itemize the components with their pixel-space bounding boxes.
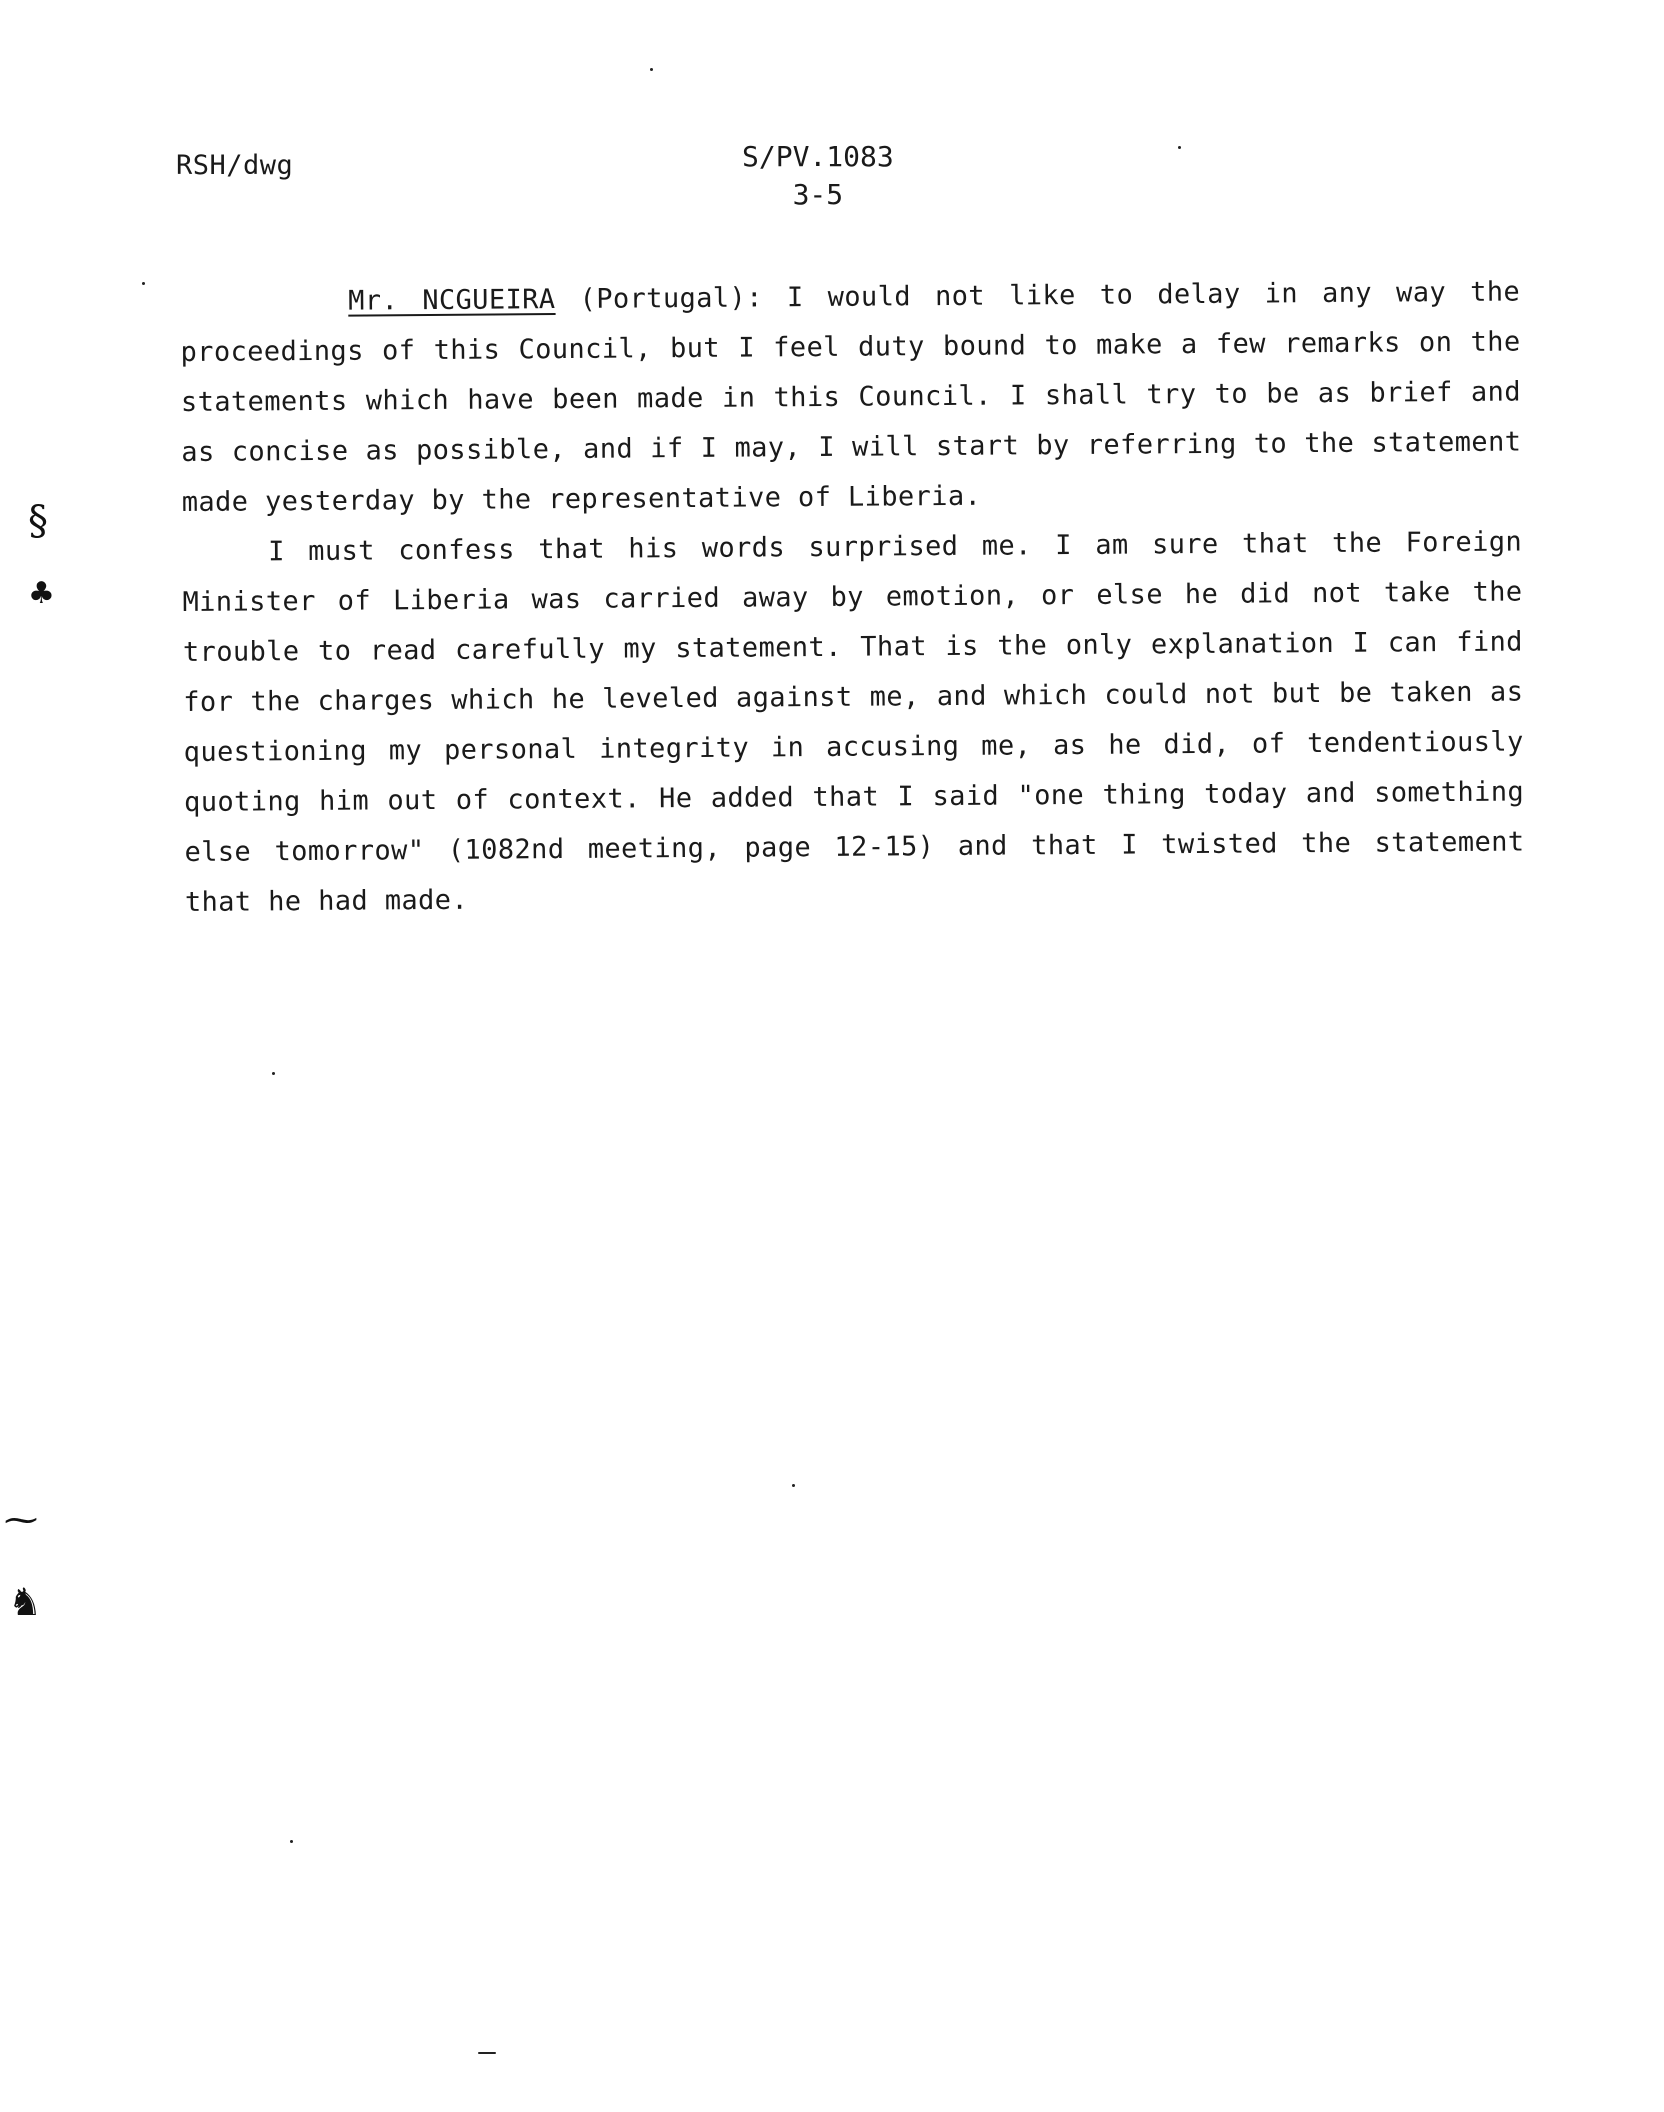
paragraph-1 [180, 267, 1522, 528]
scan-speck [272, 1072, 275, 1075]
document-reference [742, 138, 894, 214]
margin-mark: ♞ [8, 1580, 43, 1624]
scan-speck [478, 2052, 496, 2054]
margin-mark: § [28, 498, 48, 544]
speaker-name: Mr. NCGUEIRA [348, 284, 556, 317]
document-symbol: S/PV.1083 [742, 140, 894, 173]
scan-speck [290, 1840, 293, 1843]
statement-body [180, 267, 1525, 928]
speaker-country: (Portugal): [579, 282, 763, 315]
typist-initials: RSH/dwg [176, 150, 294, 181]
page-range: 3-5 [792, 178, 844, 211]
margin-mark: ⁓ [4, 1500, 38, 1540]
paragraph-2: I must confess that his words surprised me. I am sure that the Foreign Minister of Liberia was carried away by emotion, or else he did not take the trouble to read carefully my statement. That is the only explanation I can find for the charges which he leveled against me, and which could not but be taken as questioning my personal integrity in accusing me, as he did, of tendentiously quoting him out of context. He added that I said "one thing today and something else tomorrow" (1082nd meeting, page 12-15) and that I twisted the statement that he had made. [182, 526, 1525, 918]
scan-speck [650, 68, 653, 71]
scan-speck [792, 1484, 795, 1487]
paragraph-1-text: I would not like to delay in any way the proceedings of this Council, but I feel duty bound to make a few remarks on the statements which have been made in this Council. I shall try to be as brief and as concise as possible, and if I may, I will start by referring to the statement made yesterday by the representative of Liberia. [180, 276, 1522, 518]
scan-speck [142, 282, 145, 285]
scan-speck [1178, 146, 1181, 149]
margin-mark: ♣ [28, 576, 55, 611]
